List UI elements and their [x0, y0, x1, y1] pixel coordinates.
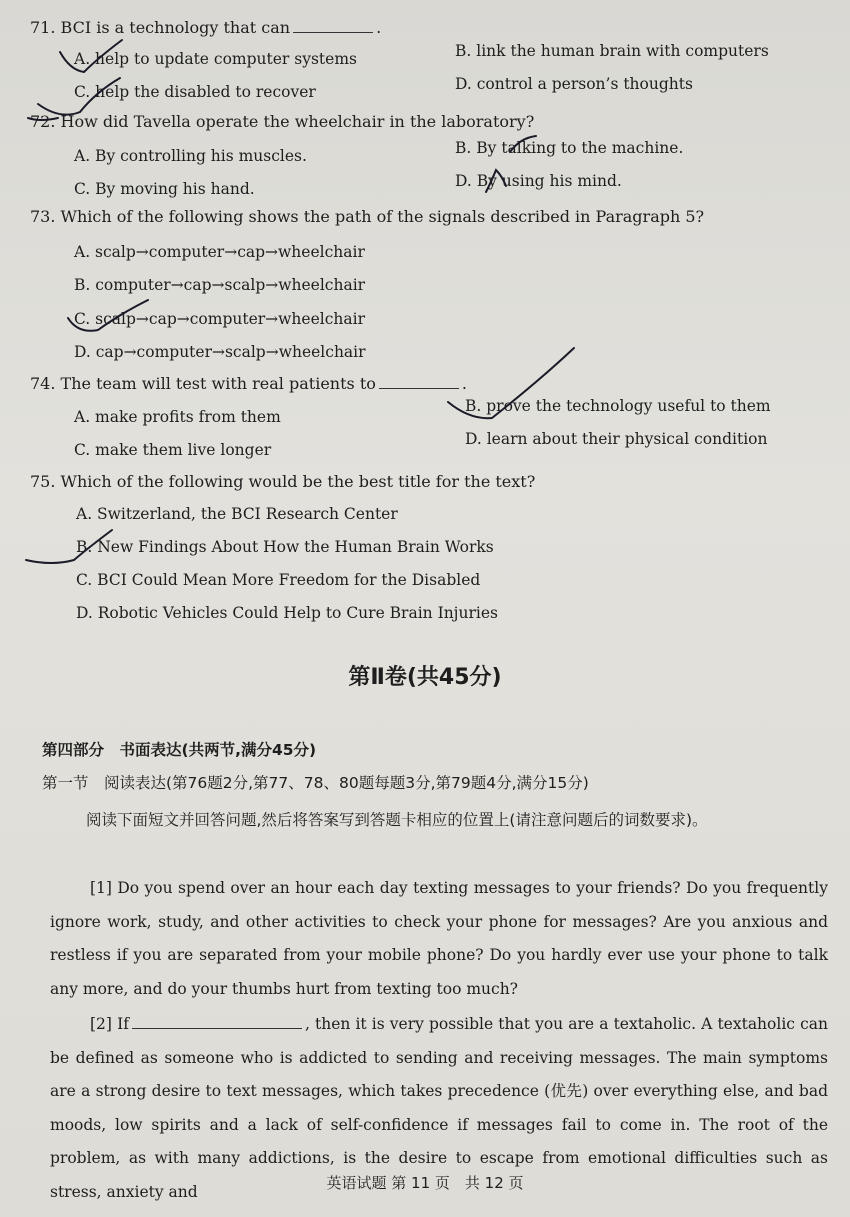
q71-option-d: D. control a person’s thoughts [455, 75, 693, 93]
q72-option-a: A. By controlling his muscles. [74, 147, 307, 165]
question-73: 73. Which of the following shows the path of the signals described in Paragraph 5? [30, 207, 705, 226]
instruction-text: 阅读下面短文并回答问题,然后将答案写到答题卡相应的位置上(请注意问题后的词数要求)。 [86, 811, 708, 829]
q71-option-b: B. link the human brain with computers [455, 42, 769, 60]
q72-option-b: B. By talking to the machine. [455, 139, 684, 157]
section-title: 第Ⅱ卷(共45分) [348, 665, 502, 690]
question-74 [30, 374, 467, 393]
question-74-stem-end: . [461, 374, 467, 393]
passage-paragraph-1: [1] Do you spend over an hour each day texting messages to your friends? Do you frequently ignore work, study, and other activities to check your phone for messages? Are you anxious and restless if you are separated from your mobile phone? Do you hardly ever use your phone to talk any more, and do your thumbs hurt from texting too much? [50, 879, 828, 998]
question-75: 75. Which of the following would be the best title for the text? [30, 472, 536, 491]
question-71-stem-end: . [376, 18, 382, 37]
q74-option-d: D. learn about their physical condition [465, 430, 768, 448]
q73-option-c: C. scalp→cap→computer→wheelchair [74, 310, 365, 328]
q75-option-a: A. Switzerland, the BCI Research Center [76, 505, 398, 523]
answer-blank [379, 374, 459, 389]
q75-option-b: B. New Findings About How the Human Brain Works [76, 538, 494, 556]
q73-option-d: D. cap→computer→scalp→wheelchair [74, 343, 366, 361]
paragraph-2-start: [2] If [90, 1015, 129, 1033]
question-74-stem: 74. The team will test with real patients to [30, 374, 376, 393]
q75-option-c: C. BCI Could Mean More Freedom for the Disabled [76, 571, 481, 589]
part-heading: 第四部分 书面表达(共两节,满分45分) [42, 741, 317, 759]
question-72: 72. How did Tavella operate the wheelchair in the laboratory? [30, 112, 535, 131]
q73-option-b: B. computer→cap→scalp→wheelchair [74, 276, 366, 294]
page-footer: 英语试题 第 11 页 共 12 页 [326, 1174, 524, 1192]
q72-option-c: C. By moving his hand. [74, 180, 255, 198]
q74-option-a: A. make profits from them [74, 408, 281, 426]
paragraph-2-text: , then it is very possible that you are a textaholic. A textaholic can be defined as someone who is addicted to sending and receiving messages. The main symptoms are a strong desire to text messages, which takes precedence (优先) over everything else, and bad moods, low spirits and a lack of self-confidence if messages fail to come in. The root of the problem, as with many addictions, is the desire to escape from emotional difficulties such as stress, anxiety and [50, 1015, 828, 1201]
q74-option-c: C. make them live longer [74, 441, 272, 459]
answer-blank [132, 1014, 302, 1029]
answer-blank [293, 18, 373, 33]
question-71 [30, 18, 381, 37]
q75-option-d: D. Robotic Vehicles Could Help to Cure Brain Injuries [76, 604, 498, 622]
q74-option-b: B. prove the technology useful to them [465, 397, 771, 415]
q71-option-c: C. help the disabled to recover [74, 83, 316, 101]
q72-option-d: D. By using his mind. [455, 172, 622, 190]
section-heading: 第一节 阅读表达(第76题2分,第77、78、80题每题3分,第79题4分,满分15分) [42, 774, 589, 792]
question-71-stem: 71. BCI is a technology that can [30, 18, 291, 37]
q71-option-a: A. help to update computer systems [74, 50, 357, 68]
q73-option-a: A. scalp→computer→cap→wheelchair [74, 243, 365, 261]
